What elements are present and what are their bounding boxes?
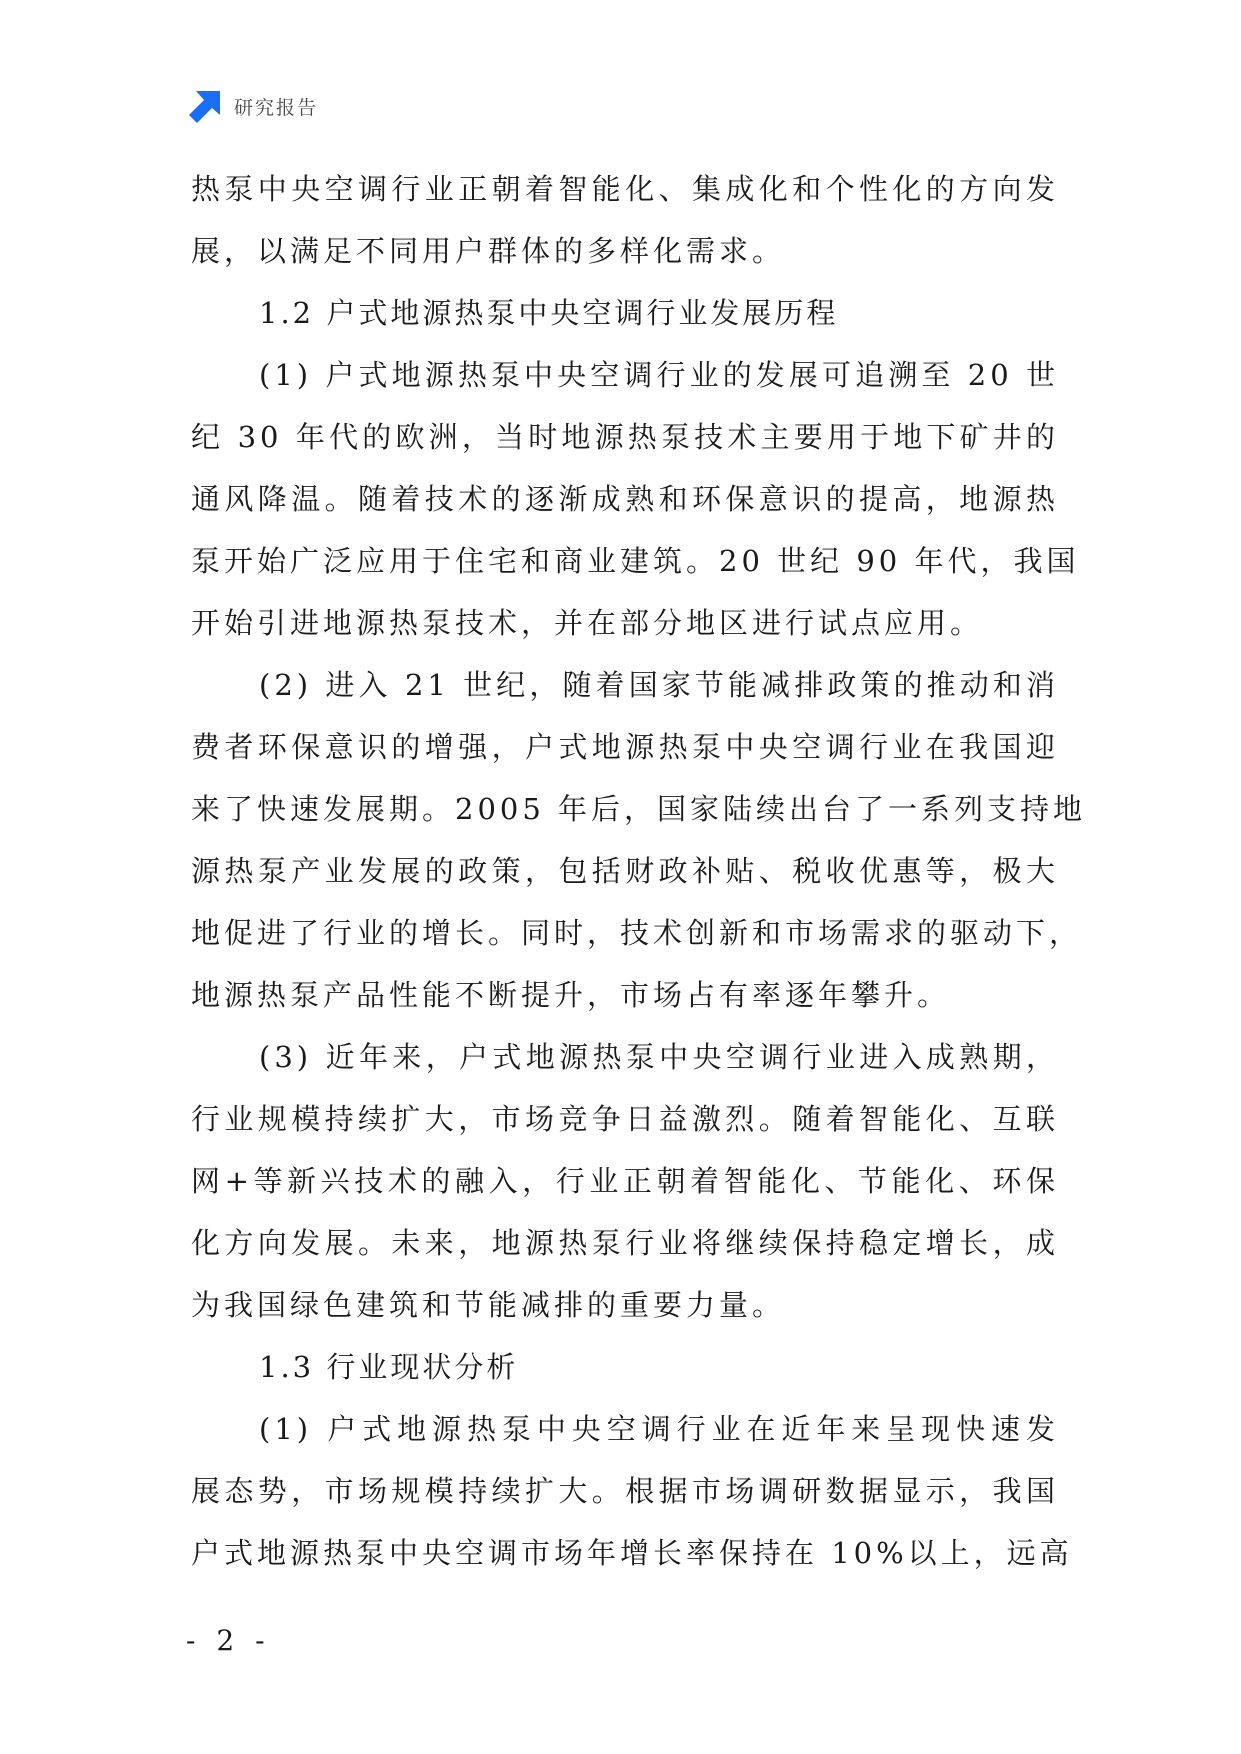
document-body	[191, 158, 1087, 1584]
header-title: 研究报告	[234, 96, 319, 119]
body-line: 为我国绿色建筑和节能减排的重要力量。	[191, 1288, 786, 1322]
body-line: 热泵中央空调行业正朝着智能化、集成化和个性化的方向发	[191, 172, 1059, 206]
section-heading: 1.3 行业现状分析	[259, 1350, 519, 1384]
section-heading: 1.2 户式地源热泵中央空调行业发展历程	[259, 296, 839, 330]
body-line: 通风降温。随着技术的逐渐成熟和环保意识的提高，地源热	[191, 482, 1059, 516]
body-line: (2) 进入 21 世纪，随着国家节能减排政策的推动和消	[259, 668, 1059, 702]
body-line: 展态势，市场规模持续扩大。根据市场调研数据显示，我国	[191, 1474, 1059, 1508]
body-line: 开始引进地源热泵技术，并在部分地区进行试点应用。	[191, 606, 984, 640]
report-header	[188, 88, 318, 124]
body-line: 源热泵产业发展的政策，包括财政补贴、税收优惠等，极大	[191, 854, 1059, 888]
arrow-logo-icon	[188, 89, 222, 123]
body-line: 网+等新兴技术的融入，行业正朝着智能化、节能化、环保	[191, 1164, 1059, 1198]
body-line: 纪 30 年代的欧洲，当时地源热泵技术主要用于地下矿井的	[191, 420, 1059, 454]
body-line: 费者环保意识的增强，户式地源热泵中央空调行业在我国迎	[191, 730, 1059, 764]
body-line: 行业规模持续扩大，市场竞争日益激烈。随着智能化、互联	[191, 1102, 1059, 1136]
body-line: 泵开始广泛应用于住宅和商业建筑。20 世纪 90 年代，我国	[191, 544, 1080, 578]
body-line: 化方向发展。未来，地源热泵行业将继续保持稳定增长，成	[191, 1226, 1059, 1260]
body-line: (3) 近年来，户式地源热泵中央空调行业进入成熟期，	[259, 1040, 1059, 1074]
body-line: 户式地源热泵中央空调市场年增长率保持在 10%以上，远高	[191, 1536, 1073, 1570]
body-line: 来了快速发展期。2005 年后，国家陆续出台了一系列支持地	[191, 792, 1087, 826]
body-line: 展，以满足不同用户群体的多样化需求。	[191, 234, 786, 268]
body-line: 地源热泵产品性能不断提升，市场占有率逐年攀升。	[191, 978, 951, 1012]
page-number: - 2 -	[186, 1624, 271, 1657]
body-line: 地促进了行业的增长。同时，技术创新和市场需求的驱动下，	[191, 916, 1083, 950]
body-line: (1) 户式地源热泵中央空调行业的发展可追溯至 20 世	[259, 358, 1059, 392]
body-line: (1) 户式地源热泵中央空调行业在近年来呈现快速发	[259, 1412, 1059, 1446]
